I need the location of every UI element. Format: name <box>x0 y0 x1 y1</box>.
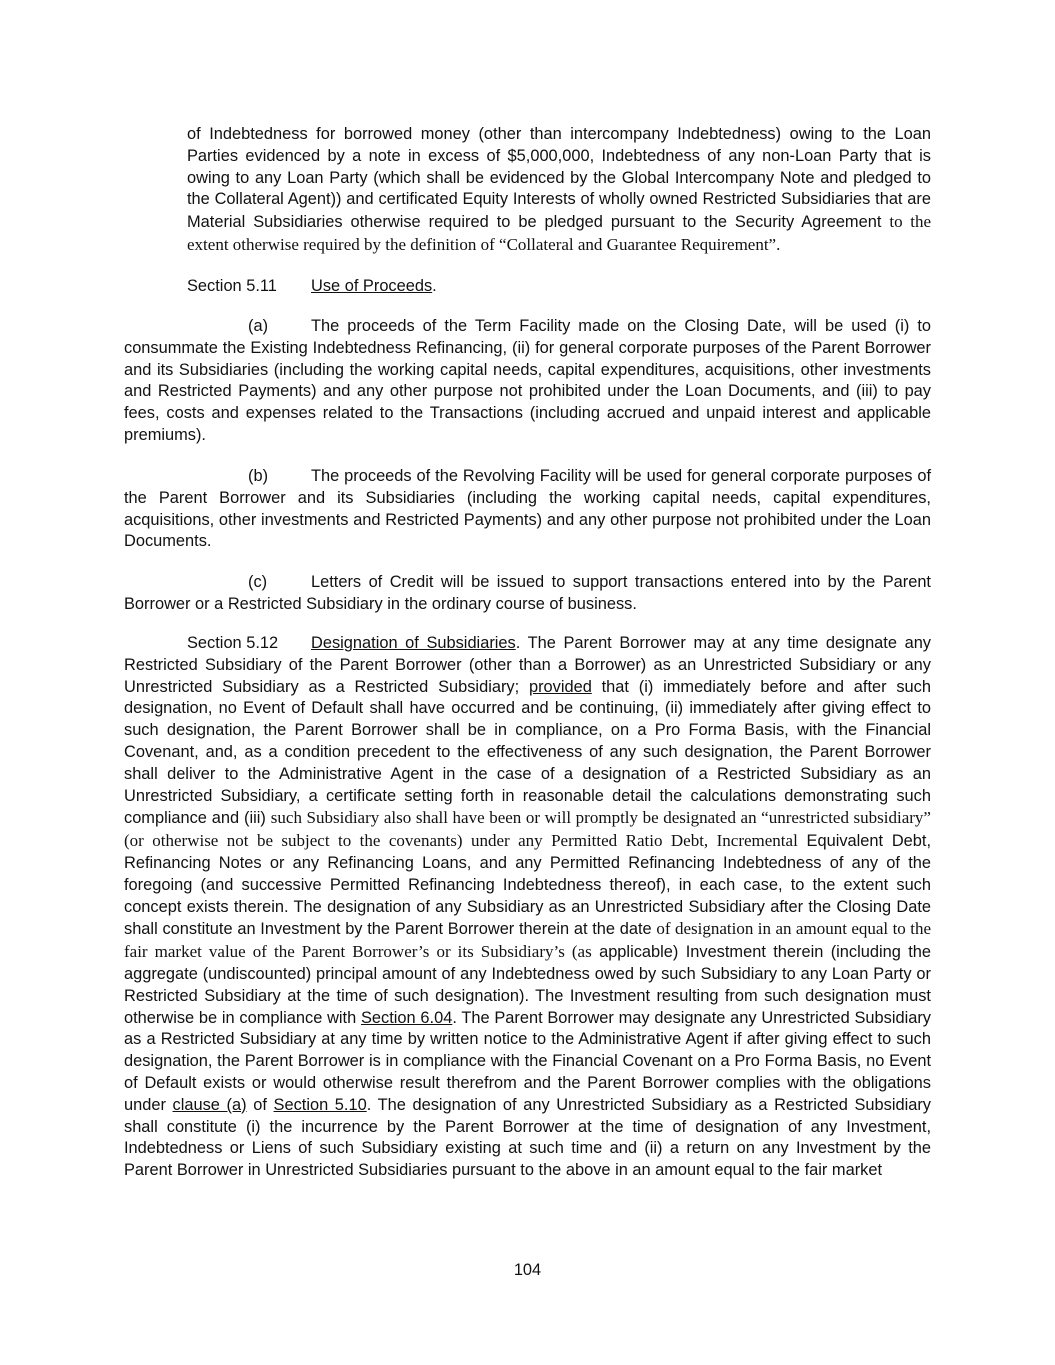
section-number: Section 5.11 <box>187 277 277 295</box>
section-text: such Subsidiary also shall have been or will promptly be designated an “unrestricted subsidiary” (or otherwise not be subject to the covenants) under any Permitted Ratio Debt, Incremental <box>124 808 931 851</box>
section-text: of <box>246 1095 274 1114</box>
clause-b-paragraph <box>124 466 931 553</box>
page-number: 104 <box>513 1261 542 1279</box>
section-text: Equivalent Debt, Refinancing Notes or any Refinancing Loans, and any Permitted Refinancing Indebtedness of any of the foregoing (and successive Permitted Refinancing Indebtedness thereof), in each case, to the extent such concept exists therein. The designation of any Subsidiary as an Unrestricted Subsidiary after the Closing Date shall constitute an Investment by the Parent Borrower therein at the date <box>124 832 931 939</box>
section-text: of designation in an amount equal to the fair market value of the Parent Borrower’s or its Subsidiary’s (as <box>124 919 932 962</box>
section-text: . The Parent Borrower may designate any Unrestricted Subsidiary as a Restricted Subsidiary at any time by written notice to the Administrative Agent if after giving effect to such designation, the Parent Borrower is in compliance with the Financial Covenant on a Pro Forma Basis, no Event of Default exists or would otherwise result therefrom and the Parent Borrower complies with the obligations under <box>124 1008 932 1114</box>
clause-text: Letters of Credit will be issued to support transactions entered into by the Parent Borrower or a Restricted Subsidiary in the ordinary course of business. <box>124 573 931 613</box>
continued-text-end: to the extent otherwise required by the definition of “Collateral and Guarantee Requirement”. <box>187 212 931 254</box>
clause-text: The proceeds of the Revolving Facility will be used for general corporate purposes of the Parent Borrower and its Subsidiaries (including the working capital needs, capital expenditures, acquisitions, other investments and Restricted Payments) and any other purpose not prohibited under the Loan Documents. <box>124 467 931 551</box>
clause-label: (c) <box>248 573 268 591</box>
clause-a-paragraph <box>124 316 931 447</box>
section-title: Designation of Subsidiaries <box>311 634 516 652</box>
clause-c-paragraph <box>124 572 931 616</box>
section-title: Use of Proceeds <box>311 277 433 295</box>
section-text: applicable) Investment therein (including the aggregate (undiscounted) principal amount of any Indebtedness owed by such Subsidiary to any Loan Party or Restricted Subsidiary at the time of such designation). The Investment resulting from such designation must otherwise be in compliance with <box>124 943 931 1027</box>
clause-text: The proceeds of the Term Facility made on the Closing Date, will be used (i) to consummate the Existing Indebtedness Refinancing, (ii) for general corporate purposes of the Parent Borrower and its Subsidiaries (including the working capital needs, capital expenditures, acquisitions, other investments and Restricted Payments) and any other purpose not prohibited under the Loan Documents, and (iii) to pay fees, costs and expenses related to the Transactions (including accrued and unpaid interest and applicable premiums). <box>124 317 931 444</box>
clause-label: (b) <box>248 467 269 485</box>
section-number: Section 5.12 <box>187 634 279 652</box>
section-5-10-reference: Section 5.10 <box>273 1095 367 1114</box>
section-text: . The designation of any Unrestricted Subsidiary as a Restricted Subsidiary shall constitute (i) the incurrence by the Parent Borrower at the time of designation of any Investment, Indebtedness or Liens of such Subsidiary existing at such time and (ii) a return on any Investment by the Parent Borrower in Unrestricted Subsidiaries pursuant to the above in an amount equal to the fair market <box>124 1095 932 1180</box>
section-5-11-heading <box>187 276 437 298</box>
clause-a-reference: clause (a) <box>172 1095 247 1114</box>
section-text: . The Parent Borrower may at any time designate any Restricted Subsidiary of the Parent Borrower (other than a Borrower) as an Unrestricted Subsidiary or any Unrestricted Subsidiary as a Restricted Subsidiary; <box>124 634 931 696</box>
section-6-04-reference: Section 6.04 <box>360 1008 453 1027</box>
continued-text: of Indebtedness for borrowed money (other than intercompany Indebtedness) owing to the Loan Parties evidenced by a note in excess of $5,000,000, Indebtedness of any non-Loan Party that is owing to any Loan Party (which shall be evidenced by the Global Intercompany Note and pledged to the Collateral Agent)) and certificated Equity Interests of wholly owned Restricted Subsidiaries that are Material Subsidiaries otherwise required to be pledged pursuant to the Security Agreement <box>187 125 931 232</box>
clause-label: (a) <box>248 317 269 335</box>
section-text: that (i) immediately before and after such designation, no Event of Default shall have occurred and be continuing, (ii) immediately after giving effect to such designation, the Parent Borrower shall be in compliance, on a Pro Forma Basis, with the Financial Covenant, and, as a condition precedent to the effectiveness of any such designation, the Parent Borrower shall deliver to the Administrative Agent in the case of a designation of a Restricted Subsidiary as an Unrestricted Subsidiary, a certificate setting forth in reasonable detail the calculations demonstrating such compliance and (iii) <box>124 677 931 828</box>
continued-paragraph <box>187 124 931 257</box>
section-5-12-paragraph <box>124 633 931 1182</box>
provided-term: provided <box>528 677 592 696</box>
section-title-period: . <box>432 277 437 295</box>
